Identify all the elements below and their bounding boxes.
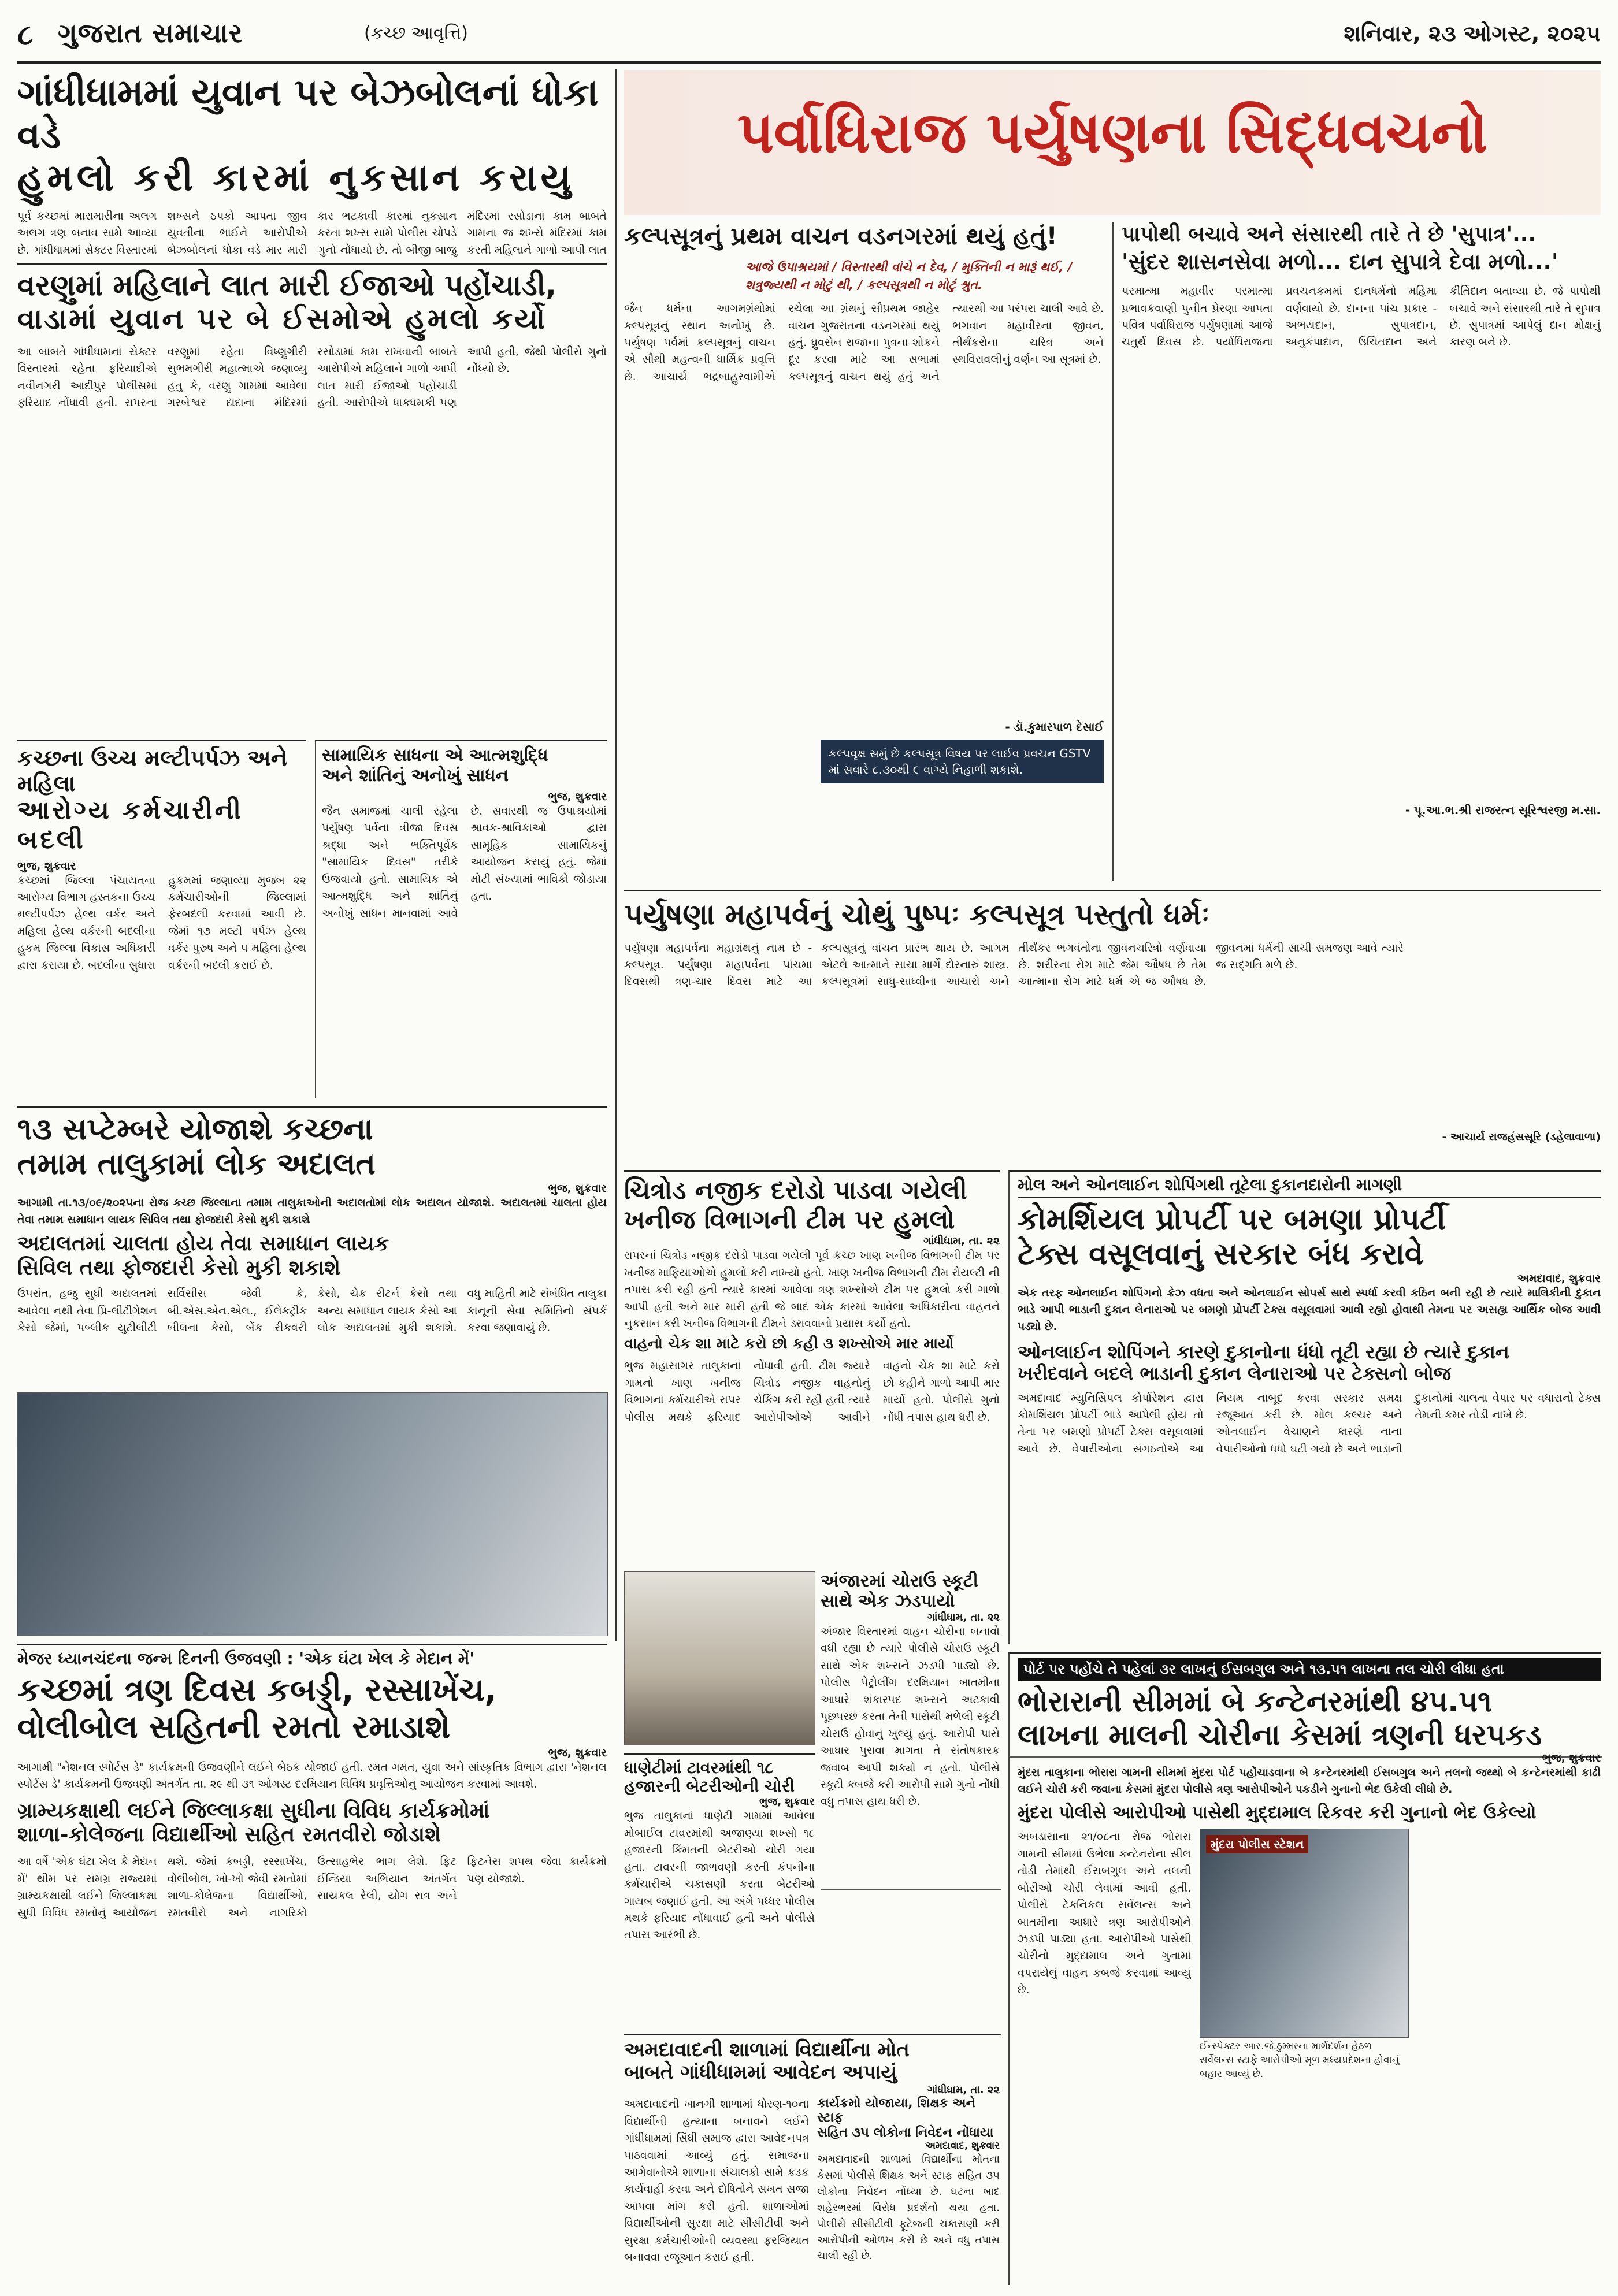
article-supatra: [1112, 222, 1601, 881]
scooter-photo: [624, 1571, 815, 1745]
sub-article-body: અમદાવાદની શાળામાં વિદ્યાર્થીના મોતના કેસમાં પોલીસે શિક્ષક અને સ્ટાફ સહિત ૩૫ લોકોના નિવેદન નોંધ્યા છે. ઘટના બાદ શહેરભરમાં વિરોધ પ્રદર્શનો થયા હતા. પોલીસે સીસીટીવી ફૂટેજની ચકાસણી કરી આરોપીની ઓળખ કરી છે અને વધુ તપાસ ચાલી રહી છે.: [817, 2153, 1000, 2262]
kicker: મેજર ધ્યાનચંદના જન્મ દિનની ઉજવણી : 'એક ઘંટા ખેલ કે મેદાન મેં': [17, 1649, 474, 1668]
article-kalpasutra-vadnagar: [624, 222, 1104, 881]
article-mining-team-attack: [624, 1170, 1000, 1563]
article-body: ઉપરાંત, હજુ સુધી અદાલતમાં આવેલા નથી તેવા પ્રિ-લીટીગેશન કેસો જેમાં, પબ્લીક યુટીલીટી સર્વિસીસ જેવી કે, બી.એસ.એન.એલ., ઈલેકટ્રીક બીલના કેસો, બેંક રીકવરી કેસો, ચેક રીટર્ન કેસો તથા અન્ય સમાધાન લાયક કેસો આ લોક અદાલતમાં મુકી શકાશે. વધુ માહિતી માટે સંબંધિત તાલુકા કાનૂની સેવા સમિતિનો સંપર્ક કરવા જણાવાયું છે.: [17, 1287, 607, 1335]
article-body: કચ્છમાં જિલ્લા પંચાયતના આરોગ્ય વિભાગ હસ્તકના ઉચ્ચ મલ્ટીપર્પઝ હેલ્થ વર્કર અને મહિલા હેલ્થ વર્કરની બદલીના હુકમ જિલ્લા વિકાસ અધિકારી દ્વારા કરાયા છે. બદલીના સુધારા હુકમમાં જણાવ્યા મુજબ ૨૨ કર્મચારીઓની જિલ્લામાં ફેરબદલી કરવામાં આવી છે. જેમાં ૧૭ મલ્ટી પર્પઝ હેલ્થ વર્કર પુરુષ અને ૫ મહિલા હેલ્થ વર્કરની બદલી કરાઈ છે.: [17, 874, 306, 972]
dateline: ભુજ, શુક્રવાર: [548, 790, 607, 803]
police-station-photo: [1200, 1829, 1409, 2038]
article-body: પૂર્વ કચ્છમાં મારામારીના અલગ અલગ ત્રણ બનાવ સામે આવ્યા છે. ગાંધીધામમાં સેક્ટર વિસ્તારમાં શખ્સને ઠપકો આપતા જીવ યુવતીના ભાઈને આરોપીએ બેઝબોલનાં ધોકા વડે માર મારી કાર ભટકાવી કારમાં નુકસાન કરતા શખ્સ સામે પોલીસ ચોપડે ગુનો નોંધાયો છે. તો બીજી બાજુ મંદિરમાં રસોડાનાં કામ બાબતે ગામના જ શખ્સે મંદિરમાં કામ કરતી મહિલાને ગાળો આપી લાત: [17, 209, 607, 257]
headline-line2: ખનીજ વિભાગની ટીમ પર હુમલો: [624, 1205, 955, 1235]
subhead-line2: ખરીદવાને બદલે ભાડાની દુકાન લેનારાઓ પર ટેક્સનો બોજ: [1018, 1362, 1452, 1384]
article-samayik: [315, 740, 607, 1098]
sub-headline-line2: સહિત ૩૫ લોકોના નિવેદન નોંધાયા: [817, 2125, 994, 2140]
article-woman-kicked: [17, 263, 607, 731]
lead-paragraph: રાપરનાં ચિત્રોડ નજીક દરોડો પાડવા ગયેલી પૂર્વ કચ્છ ખાણ ખનીજ વિભાગની ટીમ પર ખનીજ માફિયાઓએ હુમલો કરી નાખ્યો હતો. ખાણ ખનીજ વિભાગની ટીમ રોયલ્ટી ની તપાસ કરી રહી હતી ત્યારે કારમાં આવેલા ત્રણ શખ્સોએ ટીમ પર હુમલો કરી ગાળો આપી હતી અને માર મારી હતી જે બાદ એક કારમાં આવેલા અધિકારીના વાહનને નુકસાન કરી ખનીજ વિભાગની ટીમને ડરાવવાનો પ્રયાસ કર્યો હતો.: [624, 1249, 1000, 1330]
article-body: જૈન સમાજમાં ચાલી રહેલા પર્યુષણ પર્વના ત્રીજા દિવસ શ્રદ્ધા અને ભક્તિપૂર્વક "સામાયિક દિવસ" તરીકે ઉજવાયો હતો. સામાયિક એ આત્મશુદ્ધિ અને શાંતિનું અનોખું સાધન માનવામાં આવે છે. સવારથી જ ઉપાશ્રયોમાં શ્રાવક-શ્રાવિકાઓ દ્વારા સામૂહિક સામાયિકનું આયોજન કરાયું હતું. જેમાં મોટી સંખ્યામાં ભાવિકો જોડાયા હતા.: [322, 805, 607, 920]
headline-line1: સામાયિક સાધના એ આત્મશુદ્ધિ: [322, 745, 548, 766]
issue-date: શનિવાર, ૨૩ ઓગસ્ટ, ૨૦૨૫: [1344, 21, 1601, 46]
headline-line2: 'સુંદર શાસનસેવા મળો... દાન સુપાત્રે દેવા મળો...': [1122, 249, 1558, 275]
article-body: ભુજ તાલુકાનાં ધાણેટી ગામમાં આવેલા મોબાઈલ ટાવરમાંથી અજાણ્યા શખ્સો ૧૮ હજારની કિંમતની બેટરીઓ ચોરી ગયા હતા. ટાવરની જાળવણી કરતી કંપનીના કર્મચારીએ ચકાસણી કરતા બેટરીઓ ગાયબ જણાઈ હતી. આ અંગે પધ્ધર પોલીસ મથકે ફરિયાદ નોંધાવાઈ હતી અને પોલીસે તપાસ આરંભી છે.: [624, 1810, 815, 1942]
dateline: ભુજ, શુક્રવાર: [759, 1796, 815, 1808]
headline-line2: તમામ તાલુકામાં લોક અદાલત: [17, 1146, 376, 1182]
headline-line2: હુમલો કરી કારમાં નુકસાન કરાયુ: [17, 157, 575, 200]
verse: આજે ઉપાશ્રયમાં / વિસ્તારથી વાંચે ન દેવ, / મુક્તિની ન મારૂં થઈ, / શત્રુજ્યથી ન મોટું થી, / કલ્પસૂત્રથી ન મોટું શ્રુત.: [745, 260, 1073, 292]
lead-paragraph: આગામી તા.૧૩/૦૯/૨૦૨૫ના રોજ કચ્છ જિલ્લાના તમામ તાલુકાઓની અદાલતોમાં લોક અદાલત યોજાશે. અદાલતમાં ચાલતા હોય તેવા તમામ સમાધાન લાયક સિવિલ તથા ફોજદારી કેસો મુકી શકાશે: [17, 1196, 607, 1227]
article-body: અમદાવાદ મ્યુનિસિપલ કોર્પોરેશન દ્વારા કોમર્શિયલ પ્રોપર્ટી ભાડે આપેલી હોય તો તેના પર બમણો પ્રોપર્ટી ટેક્સ વસૂલવામાં આવે છે. વેપારીઓના સંગઠનોએ આ નિયમ નાબૂદ કરવા સરકાર સમક્ષ રજૂઆત કરી છે. મોલ કલ્ચર અને ઓનલાઈન વેચાણને કારણે નાના વેપારીઓનો ધંધો ઘટી ગયો છે અને ભાડાની દુકાનોમાં ચાલતા વેપાર પર વધારાનો ટેક્સ તેમની કમર તોડી નાખે છે.: [1018, 1391, 1601, 1455]
article-body: અંજાર વિસ્તારમાં વાહન ચોરીના બનાવો વધી રહ્યા છે ત્યારે પોલીસે ચોરાઉ સ્કૂટી સાથે એક શખ્સને ઝડપી પાડ્યો છે. પોલીસ પેટ્રોલીંગ દરમિયાન બાતમીના આધારે શંકાસ્પદ શખ્સને અટકાવી પૂછપરછ કરતા તેની પાસેથી મળેલી સ્કૂટી ચોરાઉ હોવાનું ખુલ્યું હતું. આરોપી પાસે આધાર પુરાવા માગતા તે સંતોષકારક જવાબ આપી શક્યો ન હતો. પોલીસે સ્કૂટી કબજે કરી આરોપી સામે ગુનો નોંધી વધુ તપાસ હાથ ધરી છે.: [821, 1625, 1000, 1808]
meeting-photo: [17, 1392, 608, 1636]
article-body: ભુજ મહાસાગર તાલુકાનાં ગામનો ખાણ ખનીજ વિભાગનાં કર્મચારીએ રાપર પોલીસ મથકે ફરિયાદ નોંધાવી હતી. ટીમ જ્યારે ચિત્રોડ નજીક વાહનોનું ચેકિંગ કરી રહી હતી ત્યારે આરોપીઓએ આવીને વાહનો ચેક શા માટે કરો છો કહીને ગાળો આપી માર માર્યો હતો. પોલીસે ગુનો નોંધી તપાસ હાથ ધરી છે.: [624, 1359, 1000, 1424]
headline: પર્યુષણા મહાપર્વનું ચોથું પુષ્પઃ કલ્પસૂત્ર પસ્તુતો ધર્મઃ: [624, 898, 1210, 931]
subhead: વાહનો ચેક શા માટે કરો છો કહી ૩ શખ્સોએ માર માર્યો: [624, 1335, 954, 1353]
subhead-line1: ગ્રામ્યકક્ષાથી લઈને જિલ્લાકક્ષા સુધીના વિવિધ કાર્યક્રમોમાં: [17, 1799, 490, 1823]
headline-line2: બાબતે ગાંધીધામમાં આવેદન અપાયું: [624, 2061, 897, 2085]
article-body: પર્યુષણા મહાપર્વના મહાગ્રંથનું નામ છે - કલ્પસૂત્ર. પર્યુષણા મહાપર્વના પાંચમા દિવસથી ત્રણ-ચાર દિવસ માટે આ કલ્પસૂત્રનું વાંચન પ્રારંભ થાય છે. આગમ એટલે આત્માને સાચા માર્ગે દોરનારું શાસ્ત્ર. કલ્પસૂત્રમાં સાધુ-સાધ્વીના આચારો અને તીર્થંકર ભગવંતોના જીવનચરિત્રો વર્ણવાયા છે. શરીરના રોગ માટે જેમ ઔષધ છે તેમ આત્માના રોગ માટે ધર્મ એ જ ઔષધ છે. જીવનમાં ધર્મની સાચી સમજણ આવે ત્યારે જ સદ્ગતિ મળે છે.: [624, 941, 1404, 989]
author-sign: - પૂ.આ.ભ.શ્રી રાજરત્ન સૂરિશ્વરજી મ.સા.: [1405, 803, 1601, 818]
kicker: મોલ અને ઓનલાઈન શોપિંગથી તૂટેલા દુકાનદારોની માગણી: [1018, 1175, 1601, 1198]
dateline: અમદાવાદ, શુક્રવાર: [1517, 1272, 1601, 1285]
headline-line2: અને શાંતિનું અનોખું સાધન: [322, 765, 509, 786]
photo-sign: મુંદરા પોલીસ સ્ટેશન: [1206, 1835, 1308, 1853]
article-property-tax: [1008, 1170, 1601, 1644]
article-stolen-scooter: [821, 1571, 1000, 1883]
author-sign: - આચાર્ય રાજહંસસૂરિ (ડહેલાવાળા): [1442, 1130, 1601, 1143]
headline-line1: ભોરારાની સીમમાં બે કન્ટેનરમાંથી ૪૫.૫૧: [1018, 1685, 1492, 1718]
article-body: આ વર્ષે 'એક ઘંટા ખેલ કે મેદાન મેં' થીમ પર સમગ્ર રાજ્યમાં ગ્રામ્યકક્ષાથી લઈને જિલ્લાકક્ષા સુધી વિવિધ રમતોનું આયોજન થશે. જેમાં કબડ્ડી, રસ્સાખેંચ, વોલીબોલ, ખો-ખો જેવી રમતોમાં શાળા-કોલેજના વિદ્યાર્થીઓ, રમતવીરો અને નાગરિકો ઉત્સાહભેર ભાગ લેશે. ફિટ ઈન્ડિયા અભિયાન અંતર્ગત સાયકલ રેલી, યોગ સત્ર અને ફિટનેસ શપથ જેવા કાર્યક્રમો પણ યોજાશે.: [17, 1855, 607, 1919]
headline-line1: અમદાવાદની શાળામાં વિદ્યાર્થીના મોત: [624, 2038, 910, 2061]
dateline: ભુજ, શુક્રવાર: [17, 859, 76, 872]
headline: કલ્પસૂત્રનું પ્રથમ વાચન વડનગરમાં થયું હતું!: [624, 222, 1057, 250]
headline-line1: ગાંધીધામમાં યુવાન પર બેઝબોલનાં ધોકા વડે: [17, 72, 599, 157]
article-container-theft: [1008, 1652, 1601, 2285]
author-sign: - ડૉ.કુમારપાળ દેસાઈ: [1005, 720, 1104, 734]
article-health-worker-transfer: [17, 740, 306, 1098]
headline-line1: કોમર્શિયલ પ્રોપર્ટી પર બમણા પ્રોપર્ટી: [1018, 1202, 1446, 1237]
page-header: [17, 7, 1601, 64]
subhead: મુંદરા પોલીસે આરોપીઓ પાસેથી મુદ્દામાલ રિકવર કરી ગુનાનો ભેદ ઉકેલ્યો: [1018, 1802, 1537, 1823]
masthead: ગુજરાત સમાચાર: [58, 17, 243, 49]
dateline: ભુજ, શુક્રવાર: [548, 1746, 607, 1759]
dateline: ગાંધીધામ, તા. ૨૨: [923, 1235, 1000, 1248]
article-fourth-pushp: [624, 890, 1601, 1161]
headline-line2: ટેક્સ વસૂલવાનું સરકાર બંધ કરાવે: [1018, 1236, 1424, 1272]
headline-line2: લાખના માલની ચોરીના કેસમાં ત્રણની ધરપકડ: [1018, 1718, 1542, 1752]
article-sports-day: [17, 1644, 607, 2285]
lead-paragraph: એક તરફ ઓનલાઈન શોપિંગનો ક્રેઝ વધતા અને ઓનલાઈન સોપર્સ સાથે સ્પર્ધા કરવી કઠિન બની રહી છે ત્યારે માલિકીની દુકાન ભાડે આપી ભાડાની દુકાન લેનારાઓ પર બમણો પ્રોપર્ટી ટેક્સ વસૂલવામાં આવી રહ્યો હોવાથી તેમના પર અસહ્ય આર્થિક બોજ આવી પડ્યો છે.: [1018, 1286, 1601, 1333]
subhead-line2: શાળા-કોલેજના વિદ્યાર્થીઓ સહિત રમતવીરો જોડાશે: [17, 1823, 441, 1847]
dateline: ગાંધીધામ, તા. ૨૨: [927, 1611, 1000, 1623]
gstv-notice: કલ્પવૃક્ષ સમું છે કલ્પસૂત્ર વિષય પર લાઈવ પ્રવચન GSTV માં સવારે ૮.૩૦થી ૯ વાગ્યે નિહાળી શકાશે.: [821, 740, 1104, 783]
kicker: પોર્ટ પર પહોંચે તે પહેલાં ૩ર લાખનું ઈસબગુલ અને ૧૩.૫૧ લાખના તલ ચોરી લીધા હતા: [1018, 1658, 1601, 1681]
article-lok-adalat: [17, 1106, 607, 1384]
headline-line2: આરોગ્ય કર્મચારીની બદલી: [17, 796, 243, 855]
headline-line1: કચ્છના ઉચ્ચ મલ્ટીપર્પઝ અને મહિલા: [17, 745, 287, 796]
article-school-death: [624, 2034, 1000, 2288]
article-body: પરમાત્મા મહાવીર પરમાત્મા પ્રભાવકવાણી પુનીત પ્રેરણા આપતા પવિત્ર પર્વાધિરાજ પર્યુષણામાં આજે ચતુર્થ દિવસ છે. પર્યાધિરાજના પ્રવચનક્રમમાં દાનધર્મનો મહિમા વર્ણવાયો છે. દાનના પાંચ પ્રકાર - અભયદાન, સુપાત્રદાન, અનુકંપાદાન, ઉચિતદાન અને કીર્તિદાન બતાવ્યા છે. જે પાપોથી બચાવે અને સંસારથી તારે તે સુપાત્ર છે. સુપાત્રમાં આપેલું દાન મોક્ષનું કારણ બને છે.: [1122, 285, 1601, 349]
scooter-photo-wrap: [624, 1571, 815, 1745]
dateline: ગાંધીધામ, તા. ૨૨: [927, 2084, 1000, 2097]
headline-line1: ૧૩ સપ્ટેમ્બરે યોજાશે કચ્છના: [17, 1112, 373, 1147]
page-number: ૮: [17, 17, 34, 51]
paryushan-banner: [624, 70, 1601, 215]
article-body: અબડાસાના ૨૧/૦૮ના રોજ ભોરારા ગામની સીમમાં ઉભેલા કન્ટેનરોના સીલ તોડી તેમાંથી ઈસબગુલ અને તલની બોરીઓ ચોરી લેવામાં આવી હતી. પોલીસે ટેકનિકલ સર્વેલન્સ અને બાતમીના આધારે ત્રણ આરોપીઓને ઝડપી પાડ્યા હતા. આરોપીઓ પાસેથી ચોરીનો મુદ્દામાલ અને ગુનામાં વપરાયેલું વાહન કબજે કરવામાં આવ્યું છે.: [1018, 1830, 1191, 1997]
headline-line2: વોલીબોલ સહિતની રમતો રમાડાશે: [17, 1708, 451, 1747]
sub-dateline: અમદાવાદ, શુક્રવાર: [925, 2140, 1000, 2152]
headline-line2: સાથે એક ઝડપાયો: [821, 1591, 955, 1611]
dateline: ભુજ, શુક્રવાર: [1542, 1752, 1601, 1764]
subhead-line2: સિવિલ તથા ફોજદારી કેસો મુકી શકાશે: [17, 1255, 341, 1280]
headline-line1: કચ્છમાં ત્રણ દિવસ કબડ્ડી, રસ્સાખેંચ,: [17, 1671, 497, 1709]
photo-caption: ઈન્સ્પેક્ટર આર.જે.ઠુમ્મરના માર્ગદર્શન હેઠળ સર્વેલન્સ સ્ટાફે આરોપીઓ મૂળ મધ્યપ્રદેશના હોવાનું બહાર આવ્યું છે.: [1200, 2041, 1400, 2080]
subhead-line1: ઓનલાઈન શોપિંગને કારણે દુકાનોના ધંધો તૂટી રહ્યા છે ત્યારે દુકાન: [1018, 1340, 1509, 1363]
headline-line2: હજારની બેટરીઓની ચોરી: [624, 1777, 795, 1796]
subhead-line1: અદાલતમાં ચાલતા હોય તેવા સમાધાન લાયક: [17, 1232, 389, 1256]
lead-paragraph: આગામી "નેશનલ સ્પોર્ટસ ડે" કાર્યક્રમની ઉજવણીને લઈને બેઠક યોજાઈ હતી. રમત ગમત, યુવા અને સાંસ્કૃતિક વિભાગ દ્વારા 'નેશનલ સ્પોર્ટસ ડે' કાર્યક્રમની ઉજવણી અંતર્ગત તા. ૨૯ થી ૩૧ ઓગસ્ટ દરમિયાન વિવિધ પ્રવૃત્તિઓનું આયોજન કરવામાં આવશે.: [17, 1760, 607, 1791]
headline-line1: ચિત્રોડ નજીક દરોડો પાડવા ગયેલી: [624, 1176, 967, 1205]
column-divider: [615, 69, 617, 1641]
spacer3: [624, 1733, 625, 1734]
edition-label: (કચ્છ આવૃત્તિ): [364, 23, 468, 43]
article-battery-theft: [624, 1753, 815, 2025]
headline-line1: અંજારમાં ચોરાઉ સ્કૂટી: [821, 1571, 978, 1591]
article-body: અમદાવાદની ખાનગી શાળામાં ધોરણ-૧૦ના વિદ્યાર્થીની હત્યાના બનાવને લઈને ગાંધીધામમાં સિંધી સમાજ દ્વારા આવેદનપત્ર પાઠવવામાં આવ્યું હતું. સમાજના આગેવાનોએ શાળાના સંચાલકો સામે કડક કાર્યવાહી કરવા અને દોષિતોને સખત સજા આપવા માંગ કરી હતી. શાળાઓમાં વિદ્યાર્થીઓની સુરક્ષા માટે સીસીટીવી અને સુરક્ષા કર્મચારીઓની વ્યવસ્થા ફરજિયાત બનાવવા રજૂઆત કરાઈ હતી.: [624, 2098, 809, 2264]
article-baseball-attack: [17, 72, 607, 257]
headline-line1: ધાણેટીમાં ટાવરમાંથી ૧૮: [624, 1758, 774, 1777]
headline-line2: વાડામાં યુવાન પર બે ઈસમોએ હુમલો કર્યો: [17, 302, 547, 336]
headline-line1: પાપોથી બચાવે અને સંસારથી તારે તે છે 'સુપાત્ર'...: [1122, 222, 1537, 246]
banner-title: પર્વાધિરાજ પર્યુષણના સિદ્ધવચનો: [737, 99, 1488, 166]
lead-paragraph: મુંદરા તાલુકાના ભોરારા ગામની સીમમાં મુંદરા પોર્ટ પહોંચાડવાના બે કન્ટેનરમાંથી ઈસબગુલ અને તલનો જથ્થો બે કન્ટેનરમાંથી કાઢી લઈને ચોરી કરી જવાના કેસમાં મુંદરા પોલીસે ત્રણ આરોપીઓને પકડીને ગુનાનો ભેદ ઉકેલી લીધો છે.: [1018, 1766, 1601, 1796]
article-body: જૈન ધર્મના આગમગ્રંથોમાં કલ્પસૂત્રનું સ્થાન અનોખું છે. પર્યુષણ પર્વમાં કલ્પસૂત્રનું વાચન એ સૌથી મહત્વની ધાર્મિક પ્રવૃત્તિ છે. આચાર્ય ભદ્રબાહુસ્વામીએ રચેલા આ ગ્રંથનું સૌપ્રથમ જાહેર વાચન ગુજરાતના વડનગરમાં થયું હતું. ધ્રુવસેન રાજાના પુત્રના શોકને દૂર કરવા માટે આ સભામાં કલ્પસૂત્રનું વાચન થયું હતું અને ત્યારથી આ પરંપરા ચાલી આવે છે. ભગવાન મહાવીરના જીવન, તીર્થંકરોના ચરિત્ર અને સ્થવિરાવલીનું વર્ણન આ સૂત્રમાં છે.: [624, 302, 1104, 383]
headline-line1: વરણુમાં મહિલાને લાત મારી ઈજાઓ પહોંચાડી,: [17, 269, 557, 302]
sub-headline-line1: કાર્યક્રમો યોજાયા, શિક્ષક અને સ્ટાફ: [817, 2096, 975, 2126]
spacer2: [821, 1889, 1001, 1890]
article-body: આ બાબતે ગાંધીધામનાં સેક્ટર વિસ્તારમાં રહેતા ફરિયાદીએ નવીનગરી આદીપુર પોલીસમાં ફરિયાદ નોંધાવી હતી. રાપરના વરણુમાં રહેતા વિષ્ણુગીરી સુભમગીરી મહાત્માએ જણાવ્યુ હતુ કે, વરણુ ગામમાં આવેલા ગરબેશ્વર દાદાના મંદિરમાં રસોડામાં કામ રાખવાની બાબતે આરોપીએ મહિલાને ગાળો આપી લાત મારી ઈજાઓ પહોંચાડી હતી. આરોપીએ ધાકધમકી પણ આપી હતી, જેથી પોલીસે ગુનો નોંધ્યો છે.: [17, 345, 607, 410]
dateline: ભુજ, શુક્રવાર: [548, 1182, 607, 1195]
